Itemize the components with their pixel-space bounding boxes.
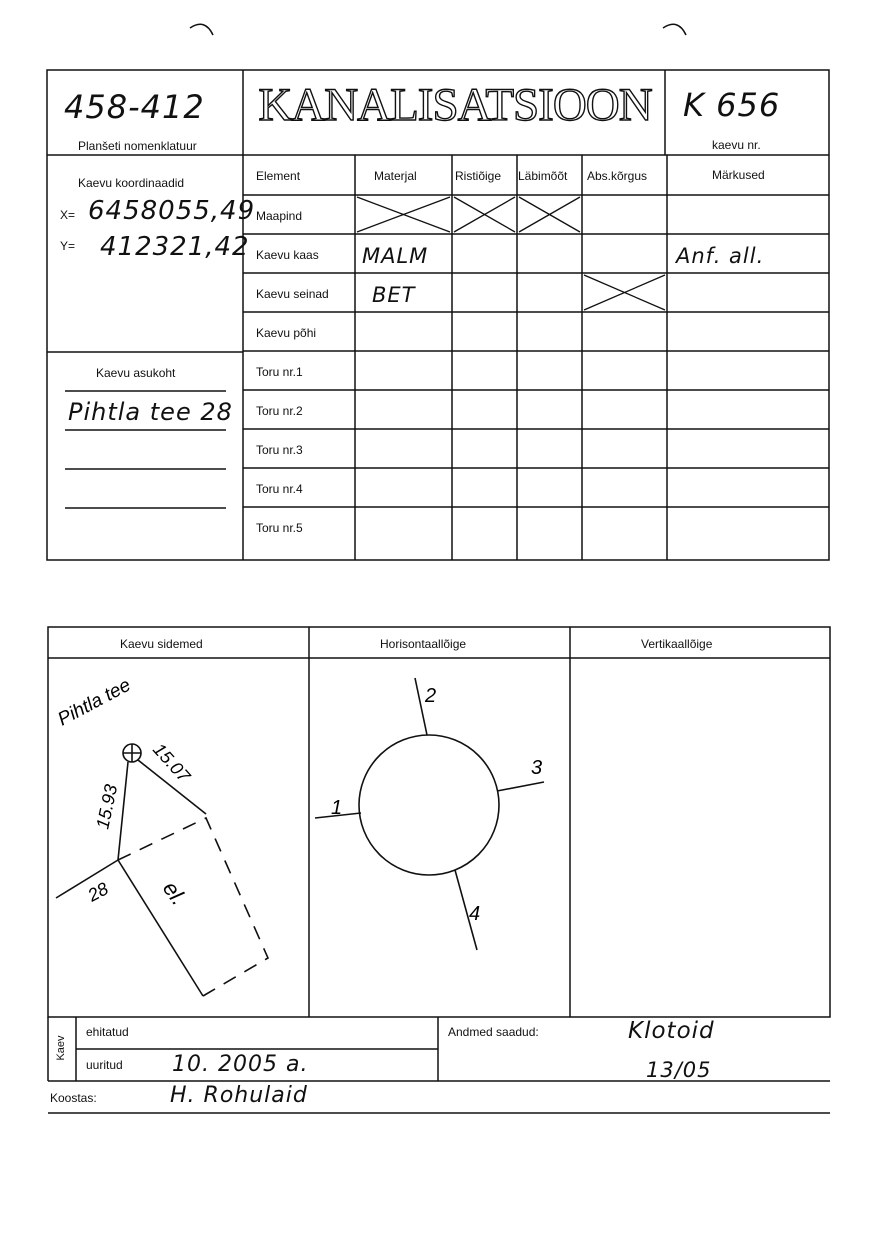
compiled-label: Koostas: [50, 1091, 97, 1105]
col-header-notes: Märkused [712, 168, 765, 182]
surveyed-value: 10. 2005 a. [172, 1052, 309, 1077]
coords-label: Kaevu koordinaadid [78, 176, 185, 190]
y-prefix: Y= [60, 239, 76, 253]
well-number: K 656 [683, 86, 781, 124]
street-label: Pihtla tee [54, 674, 135, 731]
well-circle [359, 735, 499, 875]
col-header-element: Element [256, 169, 301, 183]
tie-line-2 [118, 762, 128, 860]
horizontal-section-sketch [309, 658, 570, 1016]
dist2-label: 15.93 [92, 782, 122, 831]
x-coordinate: 6458055,49 [88, 196, 256, 226]
data-source-value: Klotoid [628, 1018, 715, 1044]
ties-sketch [48, 658, 309, 1016]
row-label-kaevu-kaas: Kaevu kaas [256, 248, 319, 262]
cover-notes: Anf. all. [676, 244, 765, 268]
compiled-value: H. Rohulaid [170, 1083, 308, 1108]
data-source-date: 13/05 [646, 1058, 712, 1082]
row-label-toru-5: Toru nr.5 [256, 521, 303, 535]
building-label: el. [157, 876, 192, 910]
page-title: KANALISATSIOON [258, 79, 652, 131]
well-caption: kaevu nr. [712, 138, 761, 152]
col-header-cross-section: Ristiõige [455, 169, 502, 183]
ties-label: Kaevu sidemed [120, 637, 203, 651]
row-label-toru-4: Toru nr.4 [256, 482, 303, 496]
pipe-label-3: 3 [531, 757, 543, 779]
data-source-label: Andmed saadud: [448, 1025, 539, 1039]
house-side [118, 860, 203, 996]
x-mark-seinad-abs [584, 275, 665, 310]
vertical-section-label: Vertikaallõige [641, 637, 713, 651]
walls-material: BET [372, 283, 416, 307]
x-mark-maapind-cross [454, 197, 515, 232]
y-coordinate: 412321,42 [100, 232, 250, 262]
dist1-label: 15.07 [149, 739, 195, 787]
row-label-kaevu-seinad: Kaevu seinad [256, 287, 329, 301]
pipe-3-line [497, 782, 544, 791]
sheet-number: 458-412 [64, 88, 205, 126]
col-header-material: Materjal [374, 169, 417, 183]
location-value: Pihtla tee 28 [68, 398, 233, 426]
location-label: Kaevu asukoht [96, 366, 176, 380]
sheet-caption: Planšeti nomenklatuur [78, 139, 197, 153]
house-number-label: 28 [84, 878, 112, 906]
cover-material: MALM [362, 244, 429, 268]
x-mark-maapind-material [357, 197, 450, 232]
horizontal-section-label: Horisontaallõige [380, 637, 467, 651]
pipe-label-4: 4 [469, 903, 481, 925]
row-label-kaevu-pohi: Kaevu põhi [256, 326, 317, 340]
col-header-diameter: Läbimõõt [518, 169, 568, 183]
pipe-label-1: 1 [331, 797, 343, 819]
row-label-toru-3: Toru nr.3 [256, 443, 303, 457]
pipe-label-2: 2 [425, 685, 437, 707]
built-label: ehitatud [86, 1025, 129, 1039]
x-mark-maapind-diameter [519, 197, 580, 232]
surveyed-label: uuritud [86, 1058, 123, 1072]
side-label: Kaev [55, 1035, 67, 1061]
x-prefix: X= [60, 208, 76, 222]
row-label-toru-2: Toru nr.2 [256, 404, 303, 418]
col-header-abs-height: Abs.kõrgus [587, 169, 648, 183]
row-label-toru-1: Toru nr.1 [256, 365, 303, 379]
row-label-maapind: Maapind [256, 209, 303, 223]
building-outline [118, 818, 268, 996]
